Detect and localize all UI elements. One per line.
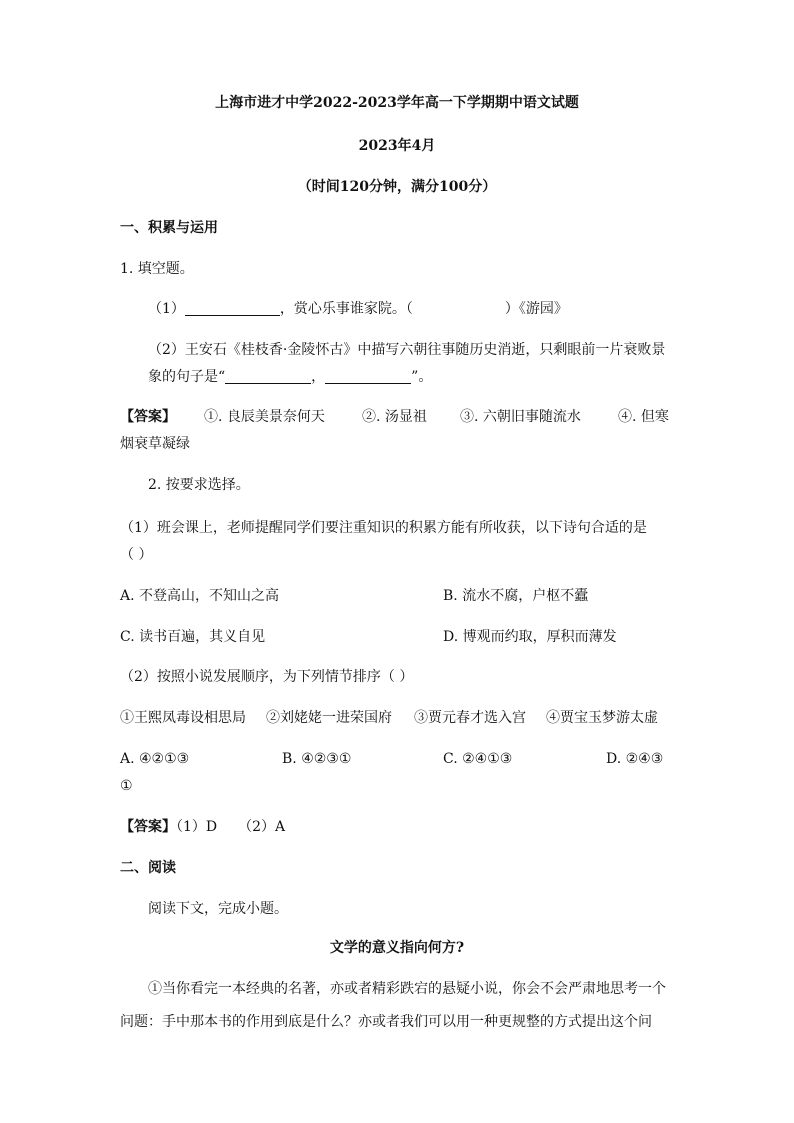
q2-sub1-option-d: D. 博观而约取，厚积而薄发 [443, 629, 617, 645]
fill-blank [185, 301, 280, 316]
q1-item1-mid: ，赏心乐事谁家院。（ [279, 301, 413, 317]
q2-sub2-option-c: C. ②④①③ [443, 751, 513, 767]
fill-blank [325, 369, 411, 384]
q1-item2-mid: ， [311, 369, 326, 385]
q1-answer-part1: ①. 良辰美景奈何天 [204, 409, 325, 425]
q2-sub1-option-a: A. 不登高山，不知山之高 [120, 588, 280, 604]
q2-event-4: ④贾宝玉梦游太虚 [546, 710, 658, 726]
q2-answer [120, 817, 285, 837]
reading-intro: 阅读下文，完成小题。 [148, 901, 288, 917]
exam-date: 2023年4月 [358, 138, 436, 154]
q2-sub2-option-b: B. ④②③① [282, 751, 352, 767]
q1-answer-part3: ③. 六朝旧事随流水 [460, 409, 581, 425]
section1-heading: 一、积累与运用 [120, 220, 218, 236]
exam-time-note: （时间120分钟，满分100分） [297, 179, 497, 195]
answer-label: 【答案】 [120, 409, 176, 425]
q2-sub2-events [120, 708, 658, 728]
answer-label: 【答案】 [120, 819, 176, 835]
q2-sub2-option-d: D. ②④③ [606, 751, 664, 767]
q2-answer-text: （1）D （2）A [176, 819, 286, 835]
q2-sub1-option-b: B. 流水不腐，户枢不蠹 [443, 588, 589, 604]
q2-sub2-stem: （2）按照小说发展顺序，为下列情节排序（ ） [120, 669, 414, 685]
q2-event-2: ②刘姥姥一进荣国府 [266, 710, 392, 726]
q1-answer [120, 407, 669, 427]
section2-heading: 二、阅读 [120, 860, 176, 876]
q1-answer-part2: ②. 汤显祖 [362, 409, 427, 425]
q2-event-1: ①王熙凤毒设相思局 [120, 710, 246, 726]
q2-sub2-option-a: A. ④②①③ [120, 751, 190, 767]
q2-stem: 2. 按要求选择。 [148, 477, 250, 493]
q1-item2-line2 [148, 367, 432, 387]
q2-sub2-option-d-wrap: ① [120, 778, 133, 794]
q1-item2-pre: 象的句子是“ [148, 369, 226, 385]
q1-stem: 1. 填空题。 [120, 261, 194, 277]
q1-item1-post: ）《游园》 [504, 301, 568, 317]
article-para1-line2: 问题：手中那本书的作用到底是什么？亦或者我们可以用一种更规整的方式提出这个问 [120, 1014, 652, 1030]
q2-sub1-line2: （ ） [120, 547, 153, 563]
exam-title: 上海市进才中学2022-2023学年高一下学期期中语文试题 [215, 95, 579, 111]
q2-sub1-line1: （1）班会课上，老师提醒同学们要注重知识的积累方能有所收获，以下诗句合适的是 [120, 520, 647, 536]
article-para1-line1: ①当你看完一本经典的名著，亦或者精彩跌宕的悬疑小说，你会不会严肃地思考一个 [148, 981, 666, 997]
article-title: 文学的意义指向何方? [329, 940, 465, 956]
q1-answer-line2: 烟衰草凝绿 [120, 436, 190, 452]
q2-event-3: ③贾元春才选入宫 [414, 710, 526, 726]
q1-item1 [148, 299, 568, 319]
q1-item2-post: ”。 [411, 369, 433, 385]
q2-sub1-option-c: C. 读书百遍，其义自见 [120, 629, 266, 645]
q1-answer-part4: ④. 但寒 [618, 409, 669, 425]
q1-item2-line1: （2）王安石《桂枝香·金陵怀古》中描写六朝往事随历史消逝，只剩眼前一片衰败景 [148, 342, 666, 358]
fill-blank [225, 369, 311, 384]
q1-item1-pre: （1） [148, 301, 185, 317]
